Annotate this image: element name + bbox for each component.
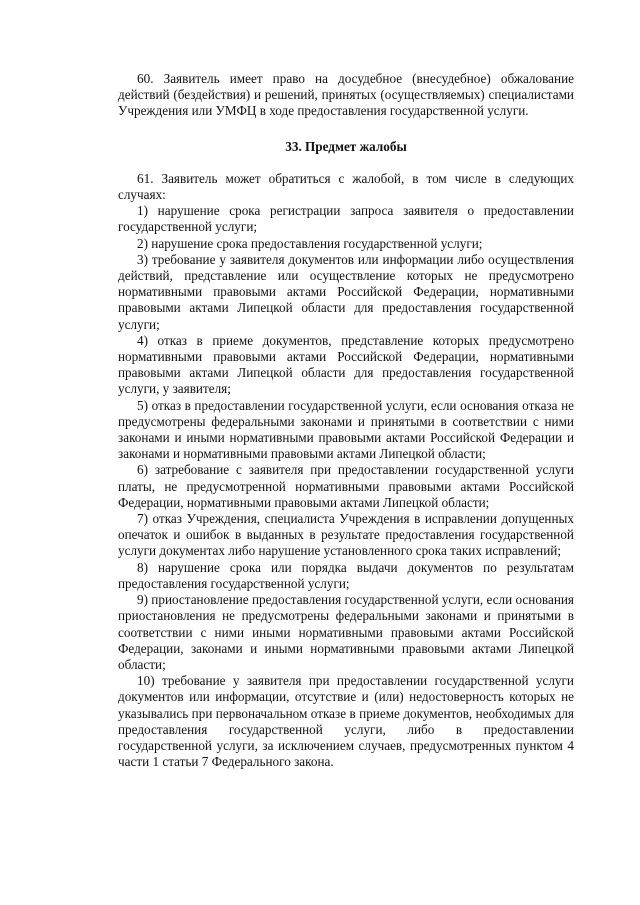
list-item-8: 8) нарушение срока или порядка выдачи документов по результатам предоставления государственной услуги; bbox=[118, 559, 574, 591]
paragraph-60: 60. Заявитель имеет право на досудебное (внесудебное) обжалование действий (бездействия) и решений, принятых (осуществляемых) специалистами Учреждения или УМФЦ в ходе предоставления государственной услуги. bbox=[118, 71, 574, 119]
paragraph-61: 61. Заявитель может обратиться с жалобой, в том числе в следующих случаях: bbox=[118, 170, 574, 203]
list-item-3: 3) требование у заявителя документов или информации либо осуществления действий, представление или осуществление которых не предусмотрено нормативными правовыми актами Российской Федерации, нормативными правовыми актами Липецкой области для предоставления государственной услуги; bbox=[118, 251, 574, 332]
list-item-9: 9) приостановление предоставления государственной услуги, если основания приостановления не предусмотрены федеральными законами и принятыми в соответствии с ними иными нормативными правовыми актами Российской Федерации, законами и иными нормативными правовыми актами Липецкой области; bbox=[118, 592, 574, 672]
section-heading: 33. Предмет жалобы bbox=[285, 138, 407, 154]
list-item-7: 7) отказ Учреждения, специалиста Учреждения в исправлении допущенных опечаток и ошибок в выданных в результате предоставления государственной услуги документах либо нарушение установленного срока таких исправлений; bbox=[118, 511, 574, 559]
list-item-2: 2) нарушение срока предоставления государственной услуги; bbox=[137, 235, 483, 251]
list-item-5: 5) отказ в предоставлении государственной услуги, если основания отказа не предусмотрены федеральными законами и принятыми в соответствии с ними законами и иными нормативными правовыми актами Российской Федерации и законами и нормативными правовыми актами Липецкой области; bbox=[118, 397, 574, 462]
list-item-6: 6) затребование с заявителя при предоставлении государственной услуги платы, не предусмотренной нормативными правовыми актами Российской Федерации, нормативными правовыми актами Липецкой области; bbox=[118, 462, 574, 510]
list-item-4: 4) отказ в приеме документов, представление которых предусмотрено нормативными правовыми актами Российской Федерации, нормативными правовыми актами Липецкой области для предоставления государственной услуги, у заявителя; bbox=[118, 332, 574, 397]
document-body bbox=[118, 71, 574, 770]
list-item-1: 1) нарушение срока регистрации запроса заявителя о предоставлении государственной услуги; bbox=[118, 203, 574, 235]
list-item-10: 10) требование у заявителя при предоставлении государственной услуги документов или информации, отсутствие и (или) недостоверность которых не указывались при первоначальном отказе в приеме документов, необходимых для предоставления государственной услуги, либо в предоставлении государственной услуги, за исключением случаев, предусмотренных пунктом 4 части 1 статьи 7 Федерального закона. bbox=[118, 673, 574, 770]
